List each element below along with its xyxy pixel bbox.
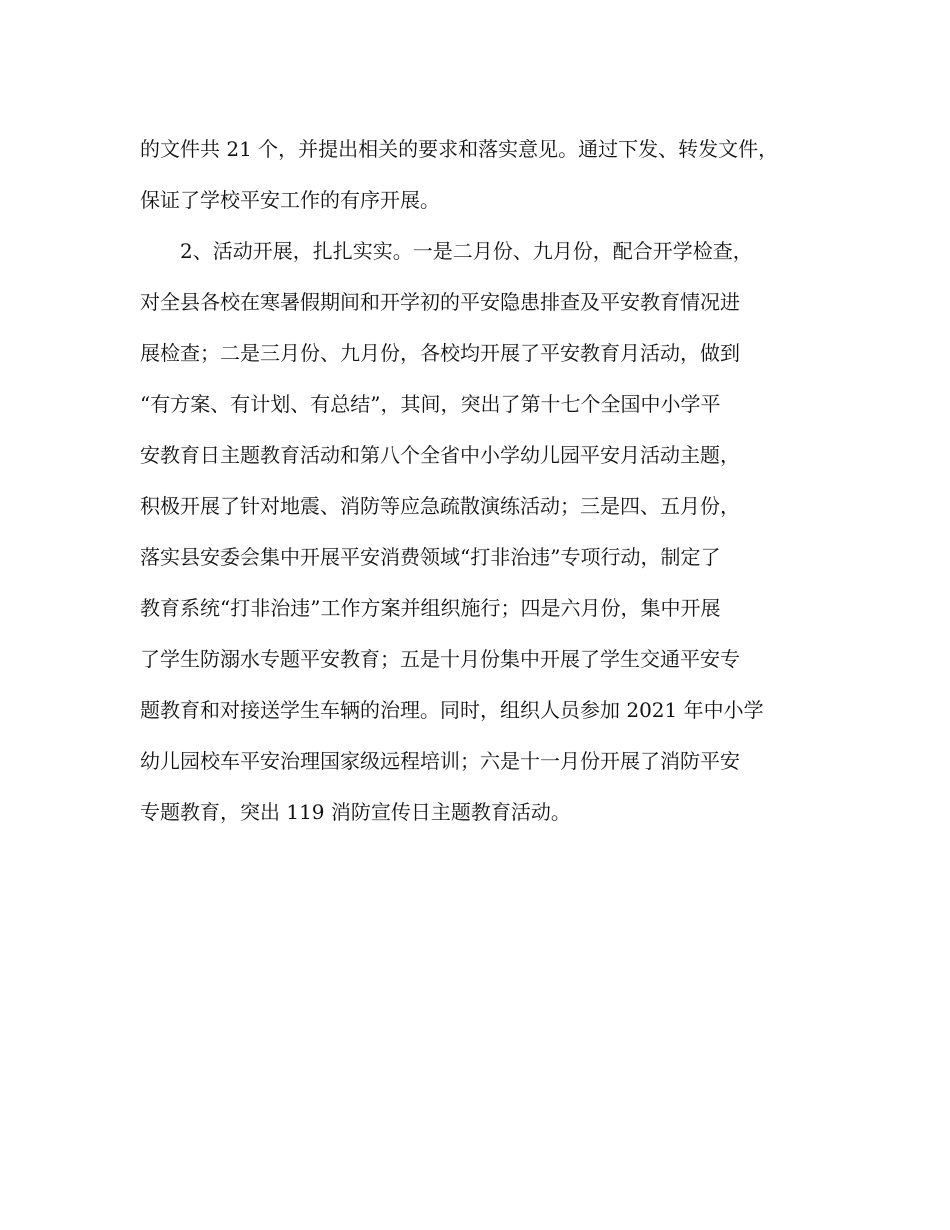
paragraph-start-line: 2、活动开展，扎扎实实。一是二月份、九月份，配合开学检查， [180, 239, 753, 263]
text-line: 幼儿园校车平安治理国家级远程培训；六是十一月份开展了消防平安 [140, 749, 740, 773]
text-line: 的文件共 21 个，并提出相关的要求和落实意见。通过下发、转发文件， [140, 137, 779, 161]
text-line: “有方案、有计划、有总结”，其间，突出了第十七个全国中小学平 [140, 392, 721, 416]
text-line: 了学生防溺水专题平安教育；五是十月份集中开展了学生交通平安专 [140, 647, 740, 671]
text-line: 落实县安委会集中开展平安消费领域“打非治违”专项行动，制定了 [140, 545, 721, 569]
text-line: 专题教育，突出 119 消防宣传日主题教育活动。 [140, 800, 571, 824]
text-line: 展检查；二是三月份、九月份，各校均开展了平安教育月活动，做到 [140, 341, 740, 365]
text-line: 对全县各校在寒暑假期间和开学初的平安隐患排查及平安教育情况进 [140, 290, 740, 314]
text-line: 教育系统“打非治违”工作方案并组织施行；四是六月份，集中开展 [140, 596, 721, 620]
text-line: 安教育日主题教育活动和第八个全省中小学幼儿园平安月活动主题， [140, 443, 740, 467]
text-line: 保证了学校平安工作的有序开展。 [140, 188, 440, 212]
text-line: 积极开展了针对地震、消防等应急疏散演练活动；三是四、五月份， [140, 494, 740, 518]
text-line: 题教育和对接送学生车辆的治理。同时，组织人员参加 2021 年中小学 [140, 698, 764, 722]
document-body [140, 124, 820, 838]
